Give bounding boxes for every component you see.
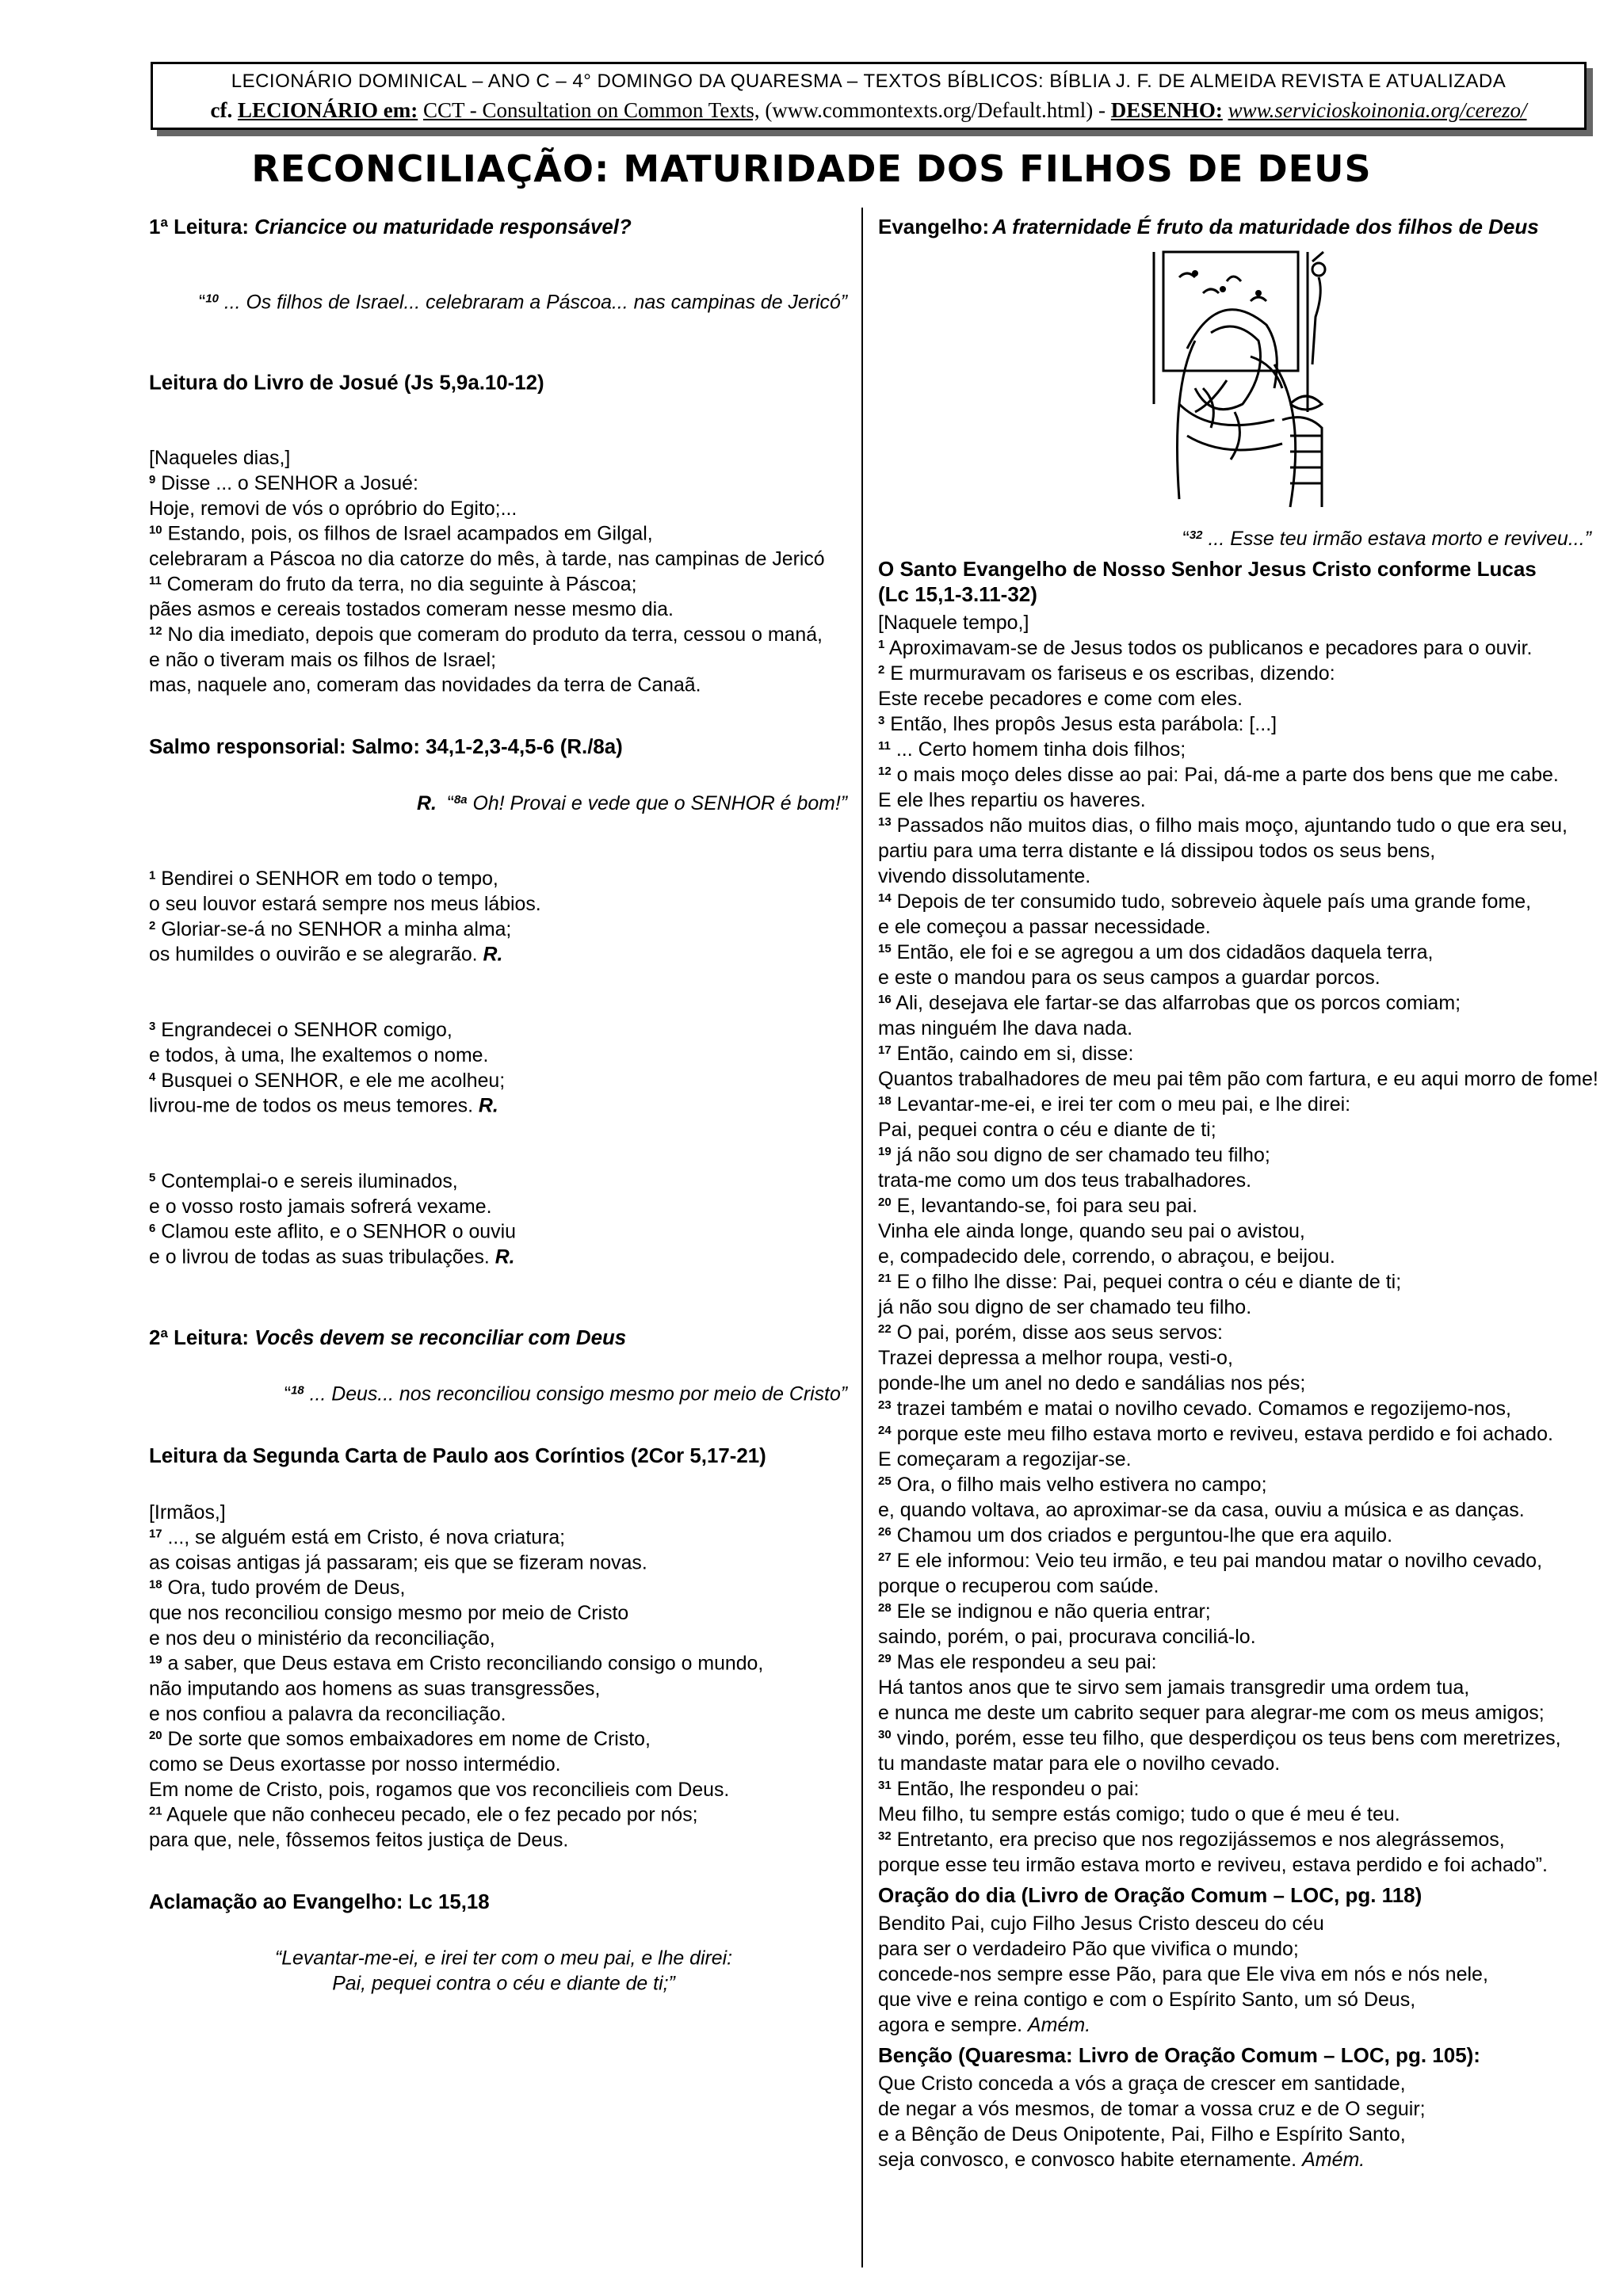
verse-number: 1 — [878, 638, 885, 651]
psalm-response-marker: R. — [483, 943, 503, 966]
acclamation-line-2: Pai, pequei contra o céu e diante de ti;” — [332, 1972, 675, 1995]
verse-number: 2 — [149, 918, 156, 933]
verse-line: para que, nele, fôssemos feitos justiça de Deus. — [149, 1829, 569, 1852]
verse-number: 27 — [878, 1550, 892, 1564]
verse-number: 15 — [878, 942, 892, 955]
acclamation-heading: Aclamação ao Evangelho: Lc 15,18 — [149, 1890, 490, 1913]
verse-line: e este o mandou para os seus campos a guardar porcos. — [878, 967, 1381, 989]
lectionary-header-box — [151, 62, 1587, 130]
psalm-stanza — [149, 866, 858, 967]
verse-line: E ele lhes repartiu os haveres. — [878, 789, 1146, 811]
verse-line: os humildes o ouvirão e se alegrarão. R. — [149, 943, 503, 966]
verse-line: porque esse teu irmão estava morto e reviveu, estava perdido e foi achado”. — [878, 1854, 1548, 1876]
verse-number: 12 — [149, 624, 162, 638]
verse-line: Trazei depressa a melhor roupa, vesti-o, — [878, 1347, 1233, 1369]
verse-line: $^{17}$ ..., se alguém está em Cristo, é nova criatura; — [149, 1526, 566, 1549]
gospel-heading-1: O Santo Evangelho de Nosso Senhor Jesus Cristo conforme Lucas — [878, 557, 1537, 581]
verse-number: 28 — [878, 1601, 892, 1615]
psalm-stanzas — [149, 866, 858, 1320]
verse-line: $^{12}$ o mais moço deles disse ao pai: Pai, dá-me a parte dos bens que me cabe. — [878, 764, 1559, 786]
verse-line: $^{19}$ a saber, que Deus estava em Cristo reconciliando consigo o mundo, — [149, 1652, 764, 1675]
text-line: para ser o verdadeiro Pão que vivifica o mundo; — [878, 1938, 1299, 1960]
verse-line: $^{29}$ Mas ele respondeu a seu pai: — [878, 1651, 1157, 1673]
acclamation-line-1: “Levantar-me-ei, e irei ter com o meu pai, e lhe direi: — [274, 1947, 733, 1970]
text-line: que vive e reina contigo e com o Espírito Santo, um só Deus, — [878, 1989, 1416, 2011]
verse-line: e todos, à uma, lhe exaltemos o nome. — [149, 1044, 489, 1066]
text-line: Que Cristo conceda a vós a graça de crescer em santidade, — [878, 2073, 1406, 2095]
verse-line: trata-me como um dos teus trabalhadores. — [878, 1169, 1252, 1192]
verse-line: [Naquele tempo,] — [878, 612, 1029, 634]
gospel-heading-2: (Lc 15,1-3.11-32) — [878, 582, 1037, 606]
verse-number: 9 — [149, 473, 156, 487]
verse-line: $^{15}$ Então, ele foi e se agregou a um dos cidadãos daquela terra, — [878, 941, 1434, 963]
verse-line: livrou-me de todos os meus temores. R. — [149, 1094, 498, 1117]
blessing-heading: Benção (Quaresma: Livro de Oração Comum – LOC, pg. 105): — [878, 2043, 1480, 2067]
verse-line: $^{27}$ E ele informou: Veio teu irmão, e teu pai mandou matar o novilho cevado, — [878, 1550, 1543, 1572]
verse-line: $^{11}$ Comeram do fruto da terra, no dia seguinte à Páscoa; — [149, 573, 637, 596]
verse-line: e não o tiveram mais os filhos de Israel; — [149, 648, 497, 671]
verse-line: $^2$ E murmuravam os fariseus e os escribas, dizendo: — [878, 662, 1335, 685]
second-reading-text — [149, 1500, 858, 1853]
verse-line: $^{23}$ trazei também e matai o novilho cevado. Comamos e regozijemo-nos, — [878, 1398, 1511, 1420]
verse-line: mas, naquele ano, comeram das novidades da terra de Canaã. — [149, 673, 701, 696]
verse-number: 17 — [149, 1527, 162, 1541]
verse-number: 5 — [149, 1171, 156, 1185]
verse-line: $^1$ Aproximavam-se de Jesus todos os publicanos e pecadores para o ouvir. — [878, 637, 1533, 659]
verse-line: Hoje, removi de vós o opróbrio do Egito;... — [149, 497, 517, 520]
verse-number: 18 — [149, 1577, 162, 1592]
verse-line: e ele começou a passar necessidade. — [878, 916, 1211, 938]
verse-line: e o livrou de todas as suas tribulações. R. — [149, 1245, 515, 1268]
blessing-text — [878, 2071, 1615, 2147]
verse-number: 23 — [878, 1398, 892, 1412]
second-reading-title: 2ª Leitura: Vocês devem se reconciliar com Deus — [149, 1325, 627, 1349]
verse-line: $^{11}$ ... Certo homem tinha dois filhos; — [878, 738, 1186, 761]
verse-line: $^{10}$ Estando, pois, os filhos de Israel acampados em Gilgal, — [149, 522, 653, 545]
verse-number: 25 — [878, 1474, 892, 1488]
verse-line: $^{20}$ E, levantando-se, foi para seu pai. — [878, 1195, 1198, 1217]
verse-number: 2 — [878, 663, 885, 677]
prayer-last-line: agora e sempre. Amém. — [878, 2014, 1091, 2036]
first-reading-heading: Leitura do Livro de Josué (Js 5,9a.10-12) — [149, 370, 544, 395]
verse-line: $^{22}$ O pai, porém, disse aos seus servos: — [878, 1322, 1223, 1344]
gospel-title: Evangelho: A fraternidade É fruto da maturidade dos filhos de Deus — [878, 215, 1539, 238]
second-reading-quote: “$^{18}$ ... Deus... nos reconciliou consigo mesmo por meio de Cristo” — [284, 1383, 848, 1405]
verse-line: já não sou digno de ser chamado teu filho. — [878, 1296, 1252, 1318]
verse-line: partiu para uma terra distante e lá dissipou todos os seus bens, — [878, 840, 1436, 862]
verse-line: $^{26}$ Chamou um dos criados e perguntou-lhe que era aquilo. — [878, 1524, 1393, 1547]
verse-line: $^3$ Engrandecei o SENHOR comigo, — [149, 1019, 453, 1042]
verse-number: 19 — [878, 1145, 892, 1158]
verse-line: as coisas antigas já passaram; eis que se fizeram novas. — [149, 1551, 647, 1574]
verse-number: 24 — [878, 1424, 892, 1437]
header-line-2: cf. LECIONÁRIO em: CCT - Consultation on Common Texts, (www.commontexts.org/Default.html) - DESENHO: www.servicioskoinonia.org/cerezo/ — [210, 98, 1527, 122]
verse-number: 3 — [878, 714, 885, 727]
verse-line: E começaram a regozijar-se. — [878, 1448, 1132, 1470]
second-reading-heading: Leitura da Segunda Carta de Paulo aos Coríntios (2Cor 5,17-21) — [149, 1444, 766, 1468]
verse-line: $^{17}$ Então, caindo em si, disse: — [878, 1043, 1134, 1065]
verse-line: Vinha ele ainda longe, quando seu pai o avistou, — [878, 1220, 1305, 1242]
verse-line: que nos reconciliou consigo mesmo por meio de Cristo — [149, 1602, 629, 1625]
verse-line: $^{18}$ Ora, tudo provém de Deus, — [149, 1577, 406, 1600]
verse-line: Em nome de Cristo, pois, rogamos que vos reconcilieis com Deus. — [149, 1778, 730, 1801]
verse-line: Meu filho, tu sempre estás comigo; tudo o que é meu é teu. — [878, 1803, 1400, 1825]
verse-number: 21 — [149, 1804, 162, 1818]
text-line: e a Bênção de Deus Onipotente, Pai, Filho e Espírito Santo, — [878, 2123, 1406, 2145]
verse-line: e nunca me deste um cabrito sequer para alegrar-me com os meus amigos; — [878, 1702, 1545, 1724]
verse-line: $^{13}$ Passados não muitos dias, o filho mais moço, ajuntando tudo o que era seu, — [878, 814, 1568, 837]
first-reading-title: 1ª Leitura: Criancice ou maturidade responsável? — [149, 214, 632, 238]
verse-number: 4 — [149, 1070, 156, 1084]
verse-line: ponde-lhe um anel no dedo e sandálias nos pés; — [878, 1372, 1306, 1394]
verse-line: $^{21}$ E o filho lhe disse: Pai, pequei contra o céu e diante de ti; — [878, 1271, 1402, 1293]
psalm-response-marker: R. — [495, 1245, 515, 1268]
first-reading-quote: “$^{10}$ ... Os filhos de Israel... celebraram a Páscoa... nas campinas de Jericó” — [199, 291, 848, 314]
verse-line: [Irmãos,] — [149, 1501, 226, 1524]
text-line: concede-nos sempre esse Pão, para que Ele viva em nós e nós nele, — [878, 1963, 1488, 1985]
verse-number: 26 — [878, 1525, 892, 1539]
verse-line: $^1$ Bendirei o SENHOR em todo o tempo, — [149, 868, 498, 891]
header-line-1: LECIONÁRIO DOMINICAL – ANO C – 4° DOMINGO DA QUARESMA – TEXTOS BÍBLICOS: BÍBLIA J. F. DE ALMEIDA REVISTA E ATUALIZADA — [231, 71, 1507, 92]
blessing-last-line: seja convosco, e convosco habite eternamente. Amém. — [878, 2149, 1365, 2171]
column-divider — [861, 208, 863, 2267]
verse-number: 20 — [878, 1196, 892, 1209]
verse-line: $^{16}$ Ali, desejava ele fartar-se das alfarrobas que os porcos comiam; — [878, 992, 1461, 1014]
verse-line: tu mandaste matar para ele o novilho cevado. — [878, 1753, 1281, 1775]
verse-number: 31 — [878, 1779, 892, 1792]
verse-line: $^{25}$ Ora, o filho mais velho estivera no campo; — [878, 1474, 1267, 1496]
verse-line: mas ninguém lhe dava nada. — [878, 1017, 1133, 1039]
gospel-quote: “$^{32}$ ... Esse teu irmão estava morto e reviveu...” — [1182, 528, 1591, 550]
psalm-stanza — [149, 1169, 858, 1269]
verse-line: Este recebe pecadores e come com eles. — [878, 688, 1243, 710]
first-reading-text — [149, 445, 858, 697]
verse-number: 11 — [149, 574, 162, 588]
psalm-stanza — [149, 1017, 858, 1118]
verse-number: 30 — [878, 1728, 892, 1741]
verse-line: como se Deus exortasse por nosso intermédio. — [149, 1753, 561, 1775]
psalm-response: R. “$^{8a}$ Oh! Provai e vede que o SENHOR é bom!” — [417, 791, 848, 814]
verse-line: Quantos trabalhadores de meu pai têm pão com fartura, e eu aqui morro de fome! — [878, 1068, 1598, 1090]
cct-link[interactable]: CCT - Consultation on Common Texts, — [422, 98, 760, 122]
verse-line: $^2$ Gloriar-se-á no SENHOR a minha alma; — [149, 918, 512, 940]
desenho-link[interactable]: www.servicioskoinonia.org/cerezo/ — [1228, 98, 1527, 122]
verse-line: $^{28}$ Ele se indignou e não queria entrar; — [878, 1600, 1211, 1623]
verse-number: 18 — [878, 1094, 892, 1108]
verse-line: o seu louvor estará sempre nos meus lábios. — [149, 893, 541, 916]
verse-line: Pai, pequei contra o céu e diante de ti; — [878, 1119, 1216, 1141]
verse-number: 16 — [878, 993, 892, 1006]
verse-number: 6 — [149, 1221, 156, 1235]
left-column — [149, 209, 858, 1996]
psalm-heading: Salmo responsorial: Salmo: 34,1-2,3-4,5-6 (R./8a) — [149, 734, 623, 759]
verse-line: $^5$ Contemplai-o e sereis iluminados, — [149, 1170, 458, 1193]
verse-number: 11 — [878, 739, 891, 753]
verse-line: não imputando aos homens as suas transgressões, — [149, 1677, 601, 1700]
verse-line: saindo, porém, o pai, procurava conciliá-lo. — [878, 1626, 1256, 1648]
prayer-heading: Oração do dia (Livro de Oração Comum – LOC, pg. 118) — [878, 1883, 1423, 1907]
verse-line: celebraram a Páscoa no dia catorze do mês, à tarde, nas campinas de Jericó — [149, 547, 825, 570]
page-title: RECONCILIAÇÃO: MATURIDADE DOS FILHOS DE DEUS — [251, 147, 1372, 190]
verse-number: 12 — [878, 765, 892, 778]
verse-line: $^{20}$ De sorte que somos embaixadores em nome de Cristo, — [149, 1728, 651, 1751]
verse-line: $^{24}$ porque este meu filho estava morto e reviveu, estava perdido e foi achado. — [878, 1423, 1553, 1445]
text-line: Bendito Pai, cujo Filho Jesus Cristo desceu do céu — [878, 1913, 1324, 1935]
verse-number: 19 — [149, 1653, 162, 1667]
verse-line: $^{21}$ Aquele que não conheceu pecado, ele o fez pecado por nós; — [149, 1803, 698, 1826]
verse-number: 17 — [878, 1043, 892, 1057]
verse-line: $^3$ Então, lhes propôs Jesus esta parábola: [...] — [878, 713, 1277, 735]
verse-line: e, compadecido dele, correndo, o abraçou, e beijou. — [878, 1245, 1335, 1268]
right-column — [878, 209, 1615, 2172]
verse-line: $^4$ Busquei o SENHOR, e ele me acolheu; — [149, 1069, 506, 1092]
verse-line: $^{14}$ Depois de ter consumido tudo, sobreveio àquele país uma grande fome, — [878, 891, 1532, 913]
gospel-text — [878, 610, 1615, 1878]
verse-line: pães asmos e cereais tostados comeram nesse mesmo dia. — [149, 598, 674, 621]
verse-line: e o vosso rosto jamais sofrerá vexame. — [149, 1196, 492, 1218]
text-line: de negar a vós mesmos, de tomar a vossa cruz e de O seguir; — [878, 2098, 1426, 2120]
verse-line: [Naqueles dias,] — [149, 447, 291, 470]
verse-line: e, quando voltava, ao aproximar-se da casa, ouviu a música e as danças. — [878, 1499, 1525, 1521]
verse-line: e nos deu o ministério da reconciliação, — [149, 1627, 495, 1650]
verse-line: porque o recuperou com saúde. — [878, 1575, 1159, 1597]
verse-number: 22 — [878, 1322, 892, 1336]
verse-line: e nos confiou a palavra da reconciliação. — [149, 1703, 506, 1726]
verse-number: 14 — [878, 891, 892, 905]
verse-number: 13 — [878, 815, 892, 829]
prodigal-son-embrace-illustration — [1132, 246, 1330, 515]
verse-line: vivendo dissolutamente. — [878, 865, 1091, 887]
verse-number: 20 — [149, 1729, 162, 1743]
prayer-text — [878, 1911, 1615, 2012]
verse-line: $^9$ Disse ... o SENHOR a Josué: — [149, 472, 418, 494]
verse-line: $^{18}$ Levantar-me-ei, e irei ter com o meu pai, e lhe direi: — [878, 1093, 1351, 1116]
psalm-response-marker: R. — [478, 1094, 498, 1117]
verse-number: 10 — [149, 523, 162, 537]
verse-line: $^{12}$ No dia imediato, depois que comeram do produto da terra, cessou o maná, — [149, 624, 823, 646]
verse-number: 32 — [878, 1829, 892, 1843]
verse-line: $^6$ Clamou este aflito, e o SENHOR o ouviu — [149, 1220, 516, 1243]
verse-line: $^{32}$ Entretanto, era preciso que nos regozijássemos e nos alegrássemos, — [878, 1829, 1505, 1851]
verse-number: 29 — [878, 1652, 892, 1665]
verse-number: 1 — [149, 868, 156, 883]
verse-line: Há tantos anos que te sirvo sem jamais transgredir uma ordem tua, — [878, 1676, 1470, 1699]
verse-number: 21 — [878, 1272, 892, 1285]
verse-number: 3 — [149, 1020, 156, 1034]
verse-line: $^{31}$ Então, lhe respondeu o pai: — [878, 1778, 1140, 1800]
verse-line: $^{30}$ vindo, porém, esse teu filho, que desperdiçou os teus bens com meretrizes, — [878, 1727, 1561, 1749]
verse-line: $^{19}$ já não sou digno de ser chamado teu filho; — [878, 1144, 1270, 1166]
